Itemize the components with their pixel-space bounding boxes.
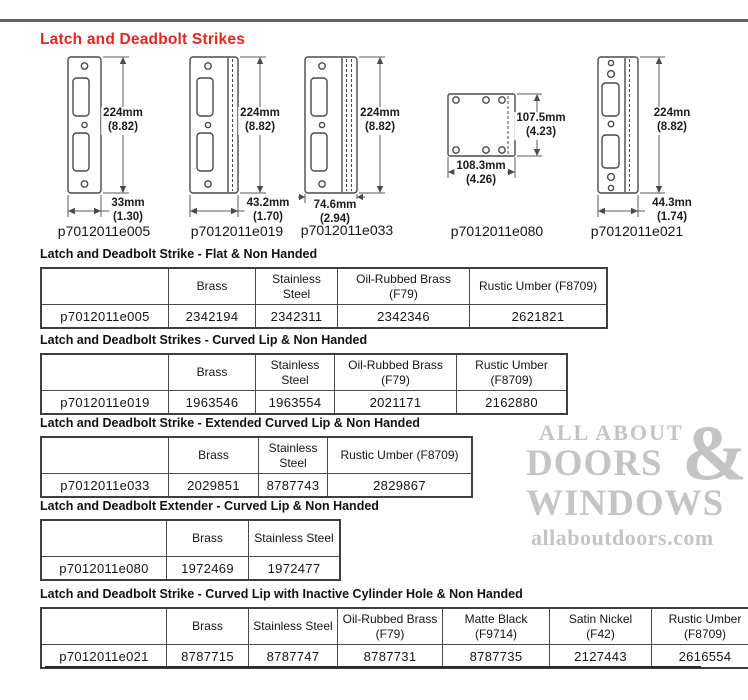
- width-dimension-label: 74.6mm (2.94): [313, 199, 357, 225]
- width-dimension-label: 43.2mm (1.70): [246, 197, 290, 223]
- section-extended-curved-lip-strike: [40, 416, 473, 498]
- column-header: Brass: [169, 354, 256, 391]
- section-flat-strike: [40, 247, 608, 329]
- part-number-cell: p7012011e019: [41, 391, 169, 415]
- strike-diagram-e005: [58, 50, 170, 242]
- column-header: Oil-Rubbed Brass (F79): [338, 608, 443, 645]
- top-divider: [0, 19, 748, 22]
- section-heading: Latch and Deadbolt Strike - Curved Lip with Inactive Cylinder Hole & Non Handed: [40, 587, 523, 601]
- column-header: Stainless Steel: [249, 520, 341, 557]
- section-heading: Latch and Deadbolt Strike - Extended Curved Lip & Non Handed: [40, 416, 420, 430]
- header-row: [41, 268, 607, 305]
- part-number-label: p7012011e021: [590, 223, 684, 239]
- section-heading: Latch and Deadbolt Extender - Curved Lip & Non Handed: [40, 499, 379, 513]
- watermark-line-windows: WINDOWS: [526, 482, 725, 524]
- parts-table: [40, 519, 341, 581]
- column-header: Brass: [169, 268, 256, 305]
- order-code-cell: 8787743: [259, 474, 328, 498]
- width-dimension-label: 108.3mm (4.26): [456, 160, 506, 186]
- watermark-url: allaboutdoors.com: [531, 524, 714, 550]
- order-code-cell: 2616554: [652, 645, 748, 669]
- strike-diagram-e080: [438, 50, 588, 242]
- watermark-line-doors: DOORS: [526, 443, 663, 484]
- order-code-cell: 1972477: [249, 557, 341, 581]
- parts-table: [40, 353, 568, 415]
- parts-table: [40, 436, 473, 498]
- order-code-cell: 2342194: [169, 305, 256, 329]
- part-number-cell: p7012011e080: [41, 557, 167, 581]
- height-dimension-label: 224mm (8.82): [240, 107, 280, 133]
- part-number-label: p7012011e080: [450, 223, 544, 239]
- column-header: Stainless Steel: [256, 354, 335, 391]
- column-header: Rustic Umber (F8709): [652, 608, 748, 645]
- strike-diagram-e019: [183, 50, 301, 242]
- column-header: Oil-Rubbed Brass (F79): [335, 354, 457, 391]
- table-row: [41, 391, 567, 415]
- column-header: Stainless Steel: [249, 608, 338, 645]
- order-code-cell: 2621821: [470, 305, 608, 329]
- header-row: [41, 520, 340, 557]
- order-code-cell: 1972469: [167, 557, 249, 581]
- corner-cell: [41, 520, 167, 557]
- watermark-line-all-about: ALL ABOUT: [539, 420, 684, 445]
- column-header: Oil-Rubbed Brass (F79): [338, 268, 470, 305]
- part-number-label: p7012011e019: [190, 223, 284, 239]
- section-heading: Latch and Deadbolt Strike - Flat & Non Handed: [40, 247, 318, 261]
- corner-cell: [41, 608, 167, 645]
- page-title: Latch and Deadbolt Strikes: [40, 31, 246, 48]
- order-code-cell: 2029851: [169, 474, 259, 498]
- part-number-label: p7012011e033: [300, 222, 394, 238]
- order-code-cell: 2021171: [335, 391, 457, 415]
- part-number-cell: p7012011e021: [41, 645, 167, 669]
- order-code-cell: 2342311: [256, 305, 338, 329]
- part-number-label: p7012011e005: [57, 223, 151, 239]
- order-code-cell: 2342346: [338, 305, 470, 329]
- column-header: Stainless Steel: [259, 437, 328, 474]
- extended-curved-lip-strike-drawing: [298, 50, 418, 220]
- column-header: Matte Black (F9714): [443, 608, 550, 645]
- section-cylinder-hole-strike: [40, 587, 748, 669]
- cylinder-hole-strike-drawing: [588, 50, 748, 220]
- strike-diagram-e021: [588, 50, 748, 242]
- order-code-cell: 2829867: [328, 474, 473, 498]
- table-row: [41, 474, 472, 498]
- header-row: [41, 608, 748, 645]
- header-row: [41, 437, 472, 474]
- order-code-cell: 1963554: [256, 391, 335, 415]
- height-dimension-label: 224mm (8.82): [103, 107, 143, 133]
- curved-lip-strike-drawing: [183, 50, 301, 220]
- column-header: Rustic Umber (F8709): [470, 268, 608, 305]
- section-heading: Latch and Deadbolt Strikes - Curved Lip & Non Handed: [40, 333, 368, 347]
- strike-diagram-e033: [298, 50, 418, 242]
- table-row: [41, 305, 607, 329]
- column-header: Brass: [169, 437, 259, 474]
- corner-cell: [41, 268, 169, 305]
- table-row: [41, 557, 340, 581]
- parts-table: [40, 267, 608, 329]
- part-number-cell: p7012011e005: [41, 305, 169, 329]
- column-header: Rustic Umber (F8709): [328, 437, 473, 474]
- order-code-cell: 2127443: [550, 645, 652, 669]
- height-dimension-label: 224mm (8.82): [360, 107, 400, 133]
- header-row: [41, 354, 567, 391]
- table-row: [41, 645, 748, 669]
- column-header: Brass: [167, 520, 249, 557]
- order-code-cell: 8787747: [249, 645, 338, 669]
- order-code-cell: 1963546: [169, 391, 256, 415]
- flat-strike-drawing: [58, 50, 170, 220]
- corner-cell: [41, 354, 169, 391]
- column-header: Satin Nickel (F42): [550, 608, 652, 645]
- column-header: Rustic Umber (F8709): [457, 354, 568, 391]
- ampersand-glyph: &: [682, 409, 747, 496]
- section-extender: [40, 499, 379, 581]
- part-number-cell: p7012011e033: [41, 474, 169, 498]
- width-dimension-label: 44.3mn (1.74): [652, 197, 692, 223]
- parts-table: [40, 607, 748, 669]
- order-code-cell: 8787715: [167, 645, 249, 669]
- corner-cell: [41, 437, 169, 474]
- bottom-divider: [45, 666, 701, 668]
- order-code-cell: 8787731: [338, 645, 443, 669]
- section-curved-lip-strike: [40, 333, 568, 415]
- column-header: Brass: [167, 608, 249, 645]
- height-dimension-label: 224mn (8.82): [653, 107, 691, 133]
- height-dimension-label: 107.5mm (4.23): [516, 112, 566, 138]
- width-dimension-label: 33mm (1.30): [111, 197, 145, 223]
- order-code-cell: 8787735: [443, 645, 550, 669]
- watermark-all-about-doors: [526, 409, 748, 550]
- order-code-cell: 2162880: [457, 391, 568, 415]
- column-header: Stainless Steel: [256, 268, 338, 305]
